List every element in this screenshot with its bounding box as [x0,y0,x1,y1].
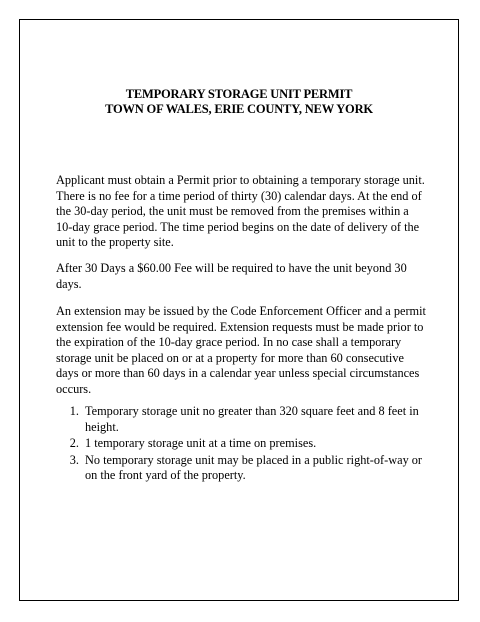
list-item [56,453,428,484]
paragraph-text: After 30 Days a $60.00 Fee will be required to have the unit beyond 30 days. [56,261,407,291]
paragraph-text: An extension may be issued by the Code Enforcement Officer and a permit extension fee would be required. Extension requests must be made prior to the expiration of the 10-day grace period. In no case shall a temporary storage unit be placed on or at a property for more than 60 consecutive days or more than 60 days in a calendar year unless special circumstances occurs. [56,304,426,396]
conditions-list [56,404,428,485]
list-number: 3. [69,452,79,467]
paragraph-fee [56,261,428,292]
list-number: 1. [69,404,79,418]
title-line-permit: TEMPORARY STORAGE UNIT PERMIT [125,87,353,101]
paragraph-text: Applicant must obtain a Permit prior to obtaining a temporary storage unit. There is no fee for a time period of thirty (30) calendar days. At the end of the 30-day period, the unit must be removed from the premises within a 10-day grace period. The time period begins on the date of delivery of the unit to the property site. [56,173,425,249]
title-line-town: TOWN OF WALES, ERIE COUNTY, NEW YORK [105,102,373,116]
document-title [19,87,459,117]
list-item [56,404,428,435]
list-item [56,436,428,452]
list-number: 2. [69,436,79,450]
paragraph-extension [56,304,428,397]
list-text: No temporary storage unit may be placed in a public right-of-way or on the front yard of the property. [85,452,423,482]
list-text: 1 temporary storage unit at a time on premises. [85,436,317,450]
paragraph-permit-requirement [56,173,428,251]
list-text: Temporary storage unit no greater than 320 square feet and 8 feet in height. [85,404,419,434]
